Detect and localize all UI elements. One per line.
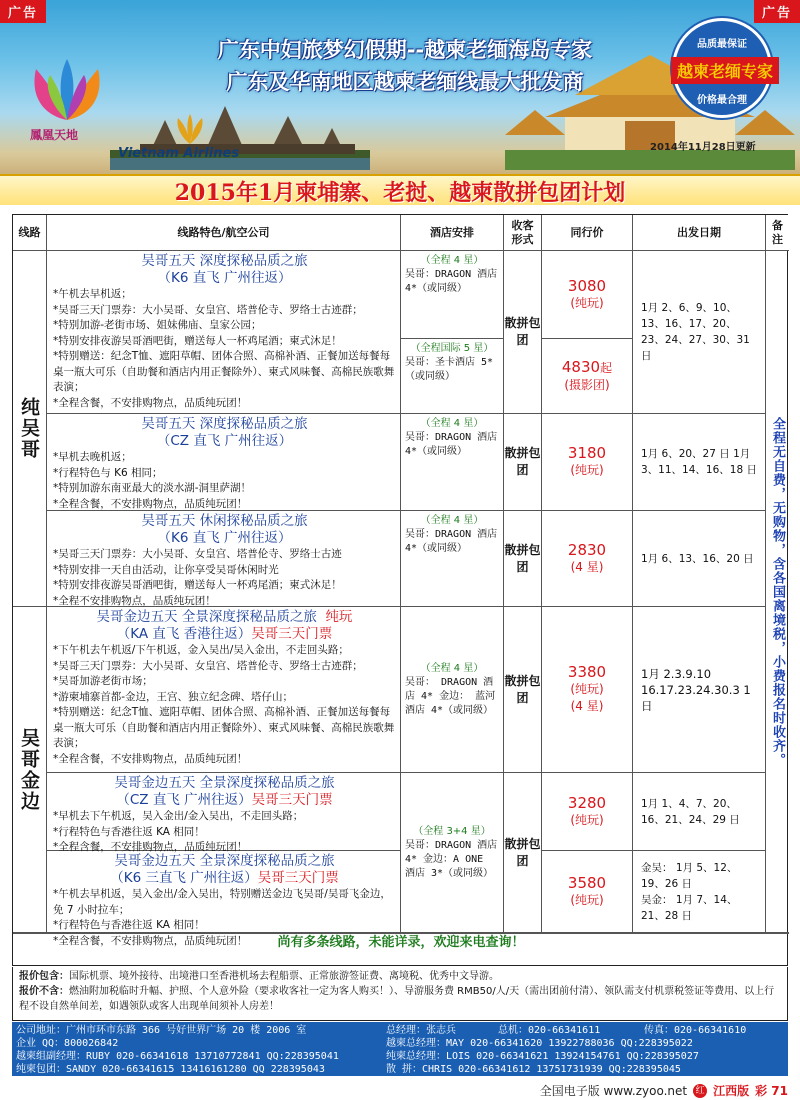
title-line-1: 广东中妇旅梦幻假期--越柬老缅海岛专家 (217, 38, 593, 62)
tour-1-line: *特别赠送：纪念T恤、遮阳草帽、团体合照、高棉补酒、正餐加送每餐每桌一瓶大可乐（自助餐和酒店内用正餐除外）、柬式风味餐、高棉民族歌舞表演； (53, 350, 395, 393)
include-text: 国际机票、境外接待、出境港口至香港机场去程船票、正常旅游签证费、离境税、优秀中文导游。 (69, 971, 499, 982)
tour-6-line: *午机去早机返，吴入金出/金入吴出，特别赠送金边飞吴哥/吴哥飞金边，免 7 小时拉车； (53, 888, 391, 916)
price-terms (12, 967, 788, 1021)
tour-2-hotel (401, 414, 504, 511)
tour-1-price-photo (542, 339, 633, 414)
dates-line: 吴金： 1月 7、14、21、28 日 (641, 893, 738, 922)
route-group-angkor-phnompenh: 吴哥金边 (13, 607, 47, 933)
tour-4-title-tag: 纯玩 (325, 609, 353, 625)
tour-5-title: 吴哥金边五天 全景深度探秘品质之旅 (114, 775, 335, 791)
exclude-text: 燃油附加税临时升幅、护照、个人意外险（要求收客社一定为客人购买！）、导游服务费 RMB50/人/天（需出团前付清）、领队需支付机票税签证等费用、以上行程不设自然单间差，如遇领队或客人出现单间须补人房差！ (19, 986, 775, 1012)
hotel-star-level: （全程 4 星） (420, 515, 484, 526)
tour-5-subtitle-tag: 吴哥三天门票 (251, 792, 333, 808)
col-header-feature: 线路特色/航空公司 (47, 215, 401, 251)
header-banner (0, 0, 800, 205)
hotel-text: 吴哥：DRAGON 酒店 4* 金边：A ONE 酒店 3*（或同级） (405, 839, 498, 879)
tour-table (12, 214, 788, 966)
remarks-note: 全程无自费，无购物，含各国离境税，小费报名时收齐。 (766, 251, 789, 933)
tour-2-line: *特别加游东南亚最大的淡水湖-洞里萨湖！ (53, 482, 252, 494)
hotel-text: 吴哥：DRAGON 酒店 4*（或同级） (405, 529, 498, 554)
fax: 传真：020-66341610 (644, 1025, 747, 1036)
tour-2-line: *早机去晚机返； (53, 451, 132, 463)
tour-row-4-features (47, 607, 401, 773)
price-suffix: 起 (600, 360, 613, 375)
tour-4-price (542, 607, 633, 773)
tour-3-subtitle: （K6 直飞 广州往返） (157, 530, 292, 546)
tour-1-line: *特别安排夜游吴哥酒吧街，赠送每人一杯鸡尾酒；柬式沐足！ (53, 334, 342, 347)
tour-4-line: *下午机去午机返/下午机返，金入吴出/吴入金出，不走回头路； (53, 644, 349, 656)
tour-4-title: 吴哥金边五天 全景深度探秘品质之旅 (96, 609, 317, 625)
ad-label-left: 广告 (0, 0, 46, 23)
tour-2-price (542, 414, 633, 511)
tour-1-subtitle: （K6 直飞 广州往返） (157, 270, 292, 286)
hotel-star-level: （全程 4 星） (420, 255, 484, 266)
tour-5-dates: 1月 1、4、7、20、16、21、24、29 日 (633, 773, 766, 851)
tour-3-hotel (401, 511, 504, 607)
company-address: 公司地址：广州市环市东路 366 号好世界广场 20 楼 2006 室 (16, 1025, 307, 1036)
tour-1-line: *全程含餐，不安排购物点，品质纯玩团！ (53, 396, 248, 409)
contact-ruby: 越柬组副经理：RUBY 020-66341618 13710772841 QQ:228395041 (16, 1051, 339, 1062)
plan-title: 2015年1月柬埔寨、老挝、越柬散拼包团计划 (174, 180, 626, 205)
route-group-pure-angkor: 纯吴哥 (13, 251, 47, 607)
tour-5-6-hotel (401, 773, 504, 933)
tour-4-hotel (401, 607, 504, 773)
hotel-star-level: （全程国际 5 星） (410, 343, 494, 354)
exclude-label: 报价不含： (19, 986, 69, 997)
tour-4-line: *特别赠送：纪念T恤、遮阳草帽、团体合照、高棉补酒、正餐加送每餐每桌一瓶大可乐（自助餐和酒店内用正餐除外）、柬式风味餐、高棉民族歌舞表演； (53, 706, 395, 749)
tour-3-line: *全程不安排购物点，品质纯玩团！ (53, 594, 216, 607)
tour-4-line: *游柬埔寨首都-金边，王宫、独立纪念碑、塔仔山； (53, 690, 294, 703)
title-line-2: 广东及华南地区越柬老缅线最大批发商 (226, 70, 584, 94)
price-notes (13, 933, 789, 967)
tour-2-line: *行程特色与 K6 相同； (53, 466, 163, 479)
tour-row-3-features (47, 511, 401, 607)
price-note: (纯玩) (570, 892, 604, 907)
hotel-text: 吴哥：圣卡酒店 5*（或同级） (405, 357, 494, 382)
hotel-star-level: （全程 4 星） (420, 662, 484, 674)
price-value: 3380 (567, 663, 607, 681)
switchboard: 总机：020-66341611 (498, 1025, 601, 1036)
tour-6-subtitle: （K6 三直飞 广州往返） (110, 870, 258, 886)
brand-logo-icon: 红 (693, 1084, 707, 1098)
tour-4-subtitle: （KA 直飞 香港往返） (116, 626, 252, 642)
tour-2-subtitle: （CZ 直飞 广州往返） (156, 433, 293, 449)
general-manager: 总经理：张志兵 (386, 1025, 456, 1036)
tour-1-line: *特别加游-老街市场、姐妹佛庙、皇家公园； (53, 319, 262, 331)
contact-chris: 散 拼：CHRIS 020-66341612 13751731939 QQ:228395045 (386, 1064, 681, 1075)
dates-line: 金吴： 1月 5、12、19、26 日 (641, 861, 738, 890)
tour-1-hotel-4star (401, 251, 504, 339)
tour-6-dates (633, 851, 766, 933)
page-number: 彩 71 (755, 1084, 788, 1098)
plan-banner (0, 174, 800, 205)
tour-4-line: *全程含餐，不安排购物点，品质纯玩团！ (53, 752, 248, 765)
price-note: (纯玩) (570, 295, 604, 310)
tour-1-line: *吴哥三天门票券：大小吴哥、女皇宫、塔普伦寺、罗络士古迹群； (53, 303, 363, 316)
contact-footer (12, 1022, 788, 1076)
tour-1-collect-type: 散拼包团 (504, 251, 542, 414)
airline-name: Vietnam Airlines (118, 146, 240, 161)
tour-6-line: *全程含餐，不安排购物点，品质纯玩团！ (53, 934, 248, 947)
tour-1-title: 吴哥五天 深度探秘品质之旅 (141, 253, 308, 269)
price-value: 3180 (567, 444, 607, 462)
tour-4-line: *吴哥加游老街市场； (53, 675, 153, 687)
price-note: (摄影团) (564, 377, 610, 392)
contact-sandy: 纯柬包团：SANDY 020-66341615 13416161280 QQ 228395043 (16, 1064, 325, 1075)
tour-5-subtitle: （CZ 直飞 广州往返） (116, 792, 252, 808)
tour-1-hotel-5star (401, 339, 504, 414)
edition-name: 江西版 (713, 1084, 750, 1098)
tour-3-dates: 1月 6、13、16、20 日 (633, 511, 766, 607)
seal-bottom-text: 价格最合理 (697, 95, 747, 106)
price-value: 3580 (567, 873, 607, 892)
tour-5-line: *早机去下午机返，吴入金出/金入吴出，不走回头路； (53, 810, 304, 822)
tour-row-1-features (47, 251, 401, 414)
tour-3-title: 吴哥五天 休闲探秘品质之旅 (141, 513, 308, 529)
tour-1-price-standard (542, 251, 633, 339)
tour-6-price (542, 851, 633, 933)
tour-3-price (542, 511, 633, 607)
col-header-dates: 出发日期 (633, 215, 766, 251)
price-value: 3280 (567, 793, 607, 812)
tour-5-line: *行程特色与香港往返 KA 相同！ (53, 825, 205, 838)
tour-3-line: *特别安排一天自由活动，让你享受吴哥休闲时光 (53, 563, 279, 576)
tour-2-line: *全程含餐，不安排购物点，品质纯玩团！ (53, 497, 248, 510)
tour-2-collect-type: 散拼包团 (504, 414, 542, 511)
tour-3-line: *特别安排夜游吴哥酒吧街，赠送每人一杯鸡尾酒；柬式沐足！ (53, 579, 342, 591)
hotel-text: 吴哥：DRAGON 酒店 4*（或同级） (405, 432, 498, 457)
price-note: (纯玩) (570, 463, 604, 477)
tour-4-subtitle-tag: 吴哥三天门票 (251, 626, 333, 642)
more-routes-text: 尚有多条线路，未能详录，欢迎来电查询！ (277, 935, 525, 950)
hotel-star-level: （全程 3+4 星） (413, 825, 491, 837)
price-note: (纯玩) (570, 682, 604, 696)
tour-3-line: *吴哥三天门票券：大小吴哥、女皇宫、塔普伦寺、罗络士古迹 (53, 548, 342, 560)
company-qq: 企业 QQ：800026842 (16, 1038, 119, 1049)
publication-brand (540, 1082, 788, 1099)
tour-6-line: *行程特色与香港往返 KA 相同！ (53, 919, 205, 931)
vietnam-airlines-lotus-icon (170, 112, 210, 146)
tour-2-dates: 1月 6、20、27 日 1月 3、11、14、16、18 日 (633, 414, 766, 511)
seal-top-text: 品质最保证 (697, 39, 747, 50)
col-header-note: 备注 (766, 215, 789, 251)
tour-row-2-features (47, 414, 401, 511)
tour-5-price (542, 773, 633, 851)
price-value: 2830 (567, 540, 607, 559)
tour-row-5-features (47, 773, 401, 851)
col-header-collect: 收客形式 (504, 215, 542, 251)
hotel-text: 吴哥： DRAGON 酒店 4* 金边： 蓝河酒店 4*（或同级） (405, 676, 496, 716)
seal-main-text: 越柬老缅专家 (671, 57, 779, 84)
contact-may: 越柬总经理：MAY 020-66341620 13922788036 QQ:228395022 (386, 1038, 693, 1049)
price-value: 3080 (567, 276, 607, 295)
tour-5-6-collect-type: 散拼包团 (504, 773, 542, 933)
tour-1-dates: 1月 2、6、9、10、13、16、17、20、23、24、27、30、31 日 (633, 251, 766, 414)
update-date: 2014年11月28日更新 (650, 142, 756, 153)
contact-lois: 纯柬总经理：LOIS 020-66341621 13924154761 QQ:228395027 (386, 1051, 699, 1062)
col-header-route: 线路 (13, 215, 47, 251)
price-note: (4 星) (570, 699, 604, 713)
ad-label-right: 广告 (754, 0, 800, 23)
logo-text: 鳳凰天地 (30, 128, 79, 142)
tour-6-title: 吴哥金边五天 全景深度探秘品质之旅 (114, 853, 335, 869)
quality-seal (672, 18, 772, 118)
tour-row-6-features (47, 851, 401, 947)
hotel-star-level: （全程 4 星） (420, 418, 484, 429)
tour-5-line: *全程含餐，不安排购物点，品质纯玩团！ (53, 841, 248, 853)
col-header-hotel: 酒店安排 (401, 215, 504, 251)
price-note: (纯玩) (570, 812, 604, 827)
price-value: 4830 (561, 357, 601, 376)
tour-2-title: 吴哥五天 深度探秘品质之旅 (141, 416, 308, 432)
price-note: (4 星) (570, 559, 604, 574)
include-label: 报价包含： (19, 971, 69, 982)
tour-3-collect-type: 散拼包团 (504, 511, 542, 607)
phoenix-logo-icon (22, 55, 112, 125)
tour-6-subtitle-tag: 吴哥三天门票 (257, 870, 339, 886)
tour-4-collect-type: 散拼包团 (504, 607, 542, 773)
hotel-text: 吴哥：DRAGON 酒店 4*（或同级） (405, 269, 498, 294)
col-header-price: 同行价 (542, 215, 633, 251)
tour-1-line: *午机去早机返； (53, 288, 132, 300)
tour-4-line: *吴哥三天门票券：大小吴哥、女皇宫、塔普伦寺、罗络士古迹群； (53, 659, 363, 672)
site-url: 全国电子版 www.zyoo.net (539, 1084, 688, 1098)
tour-4-dates: 1月 2.3.9.10 16.17.23.24.30.3 1 日 (633, 607, 766, 773)
